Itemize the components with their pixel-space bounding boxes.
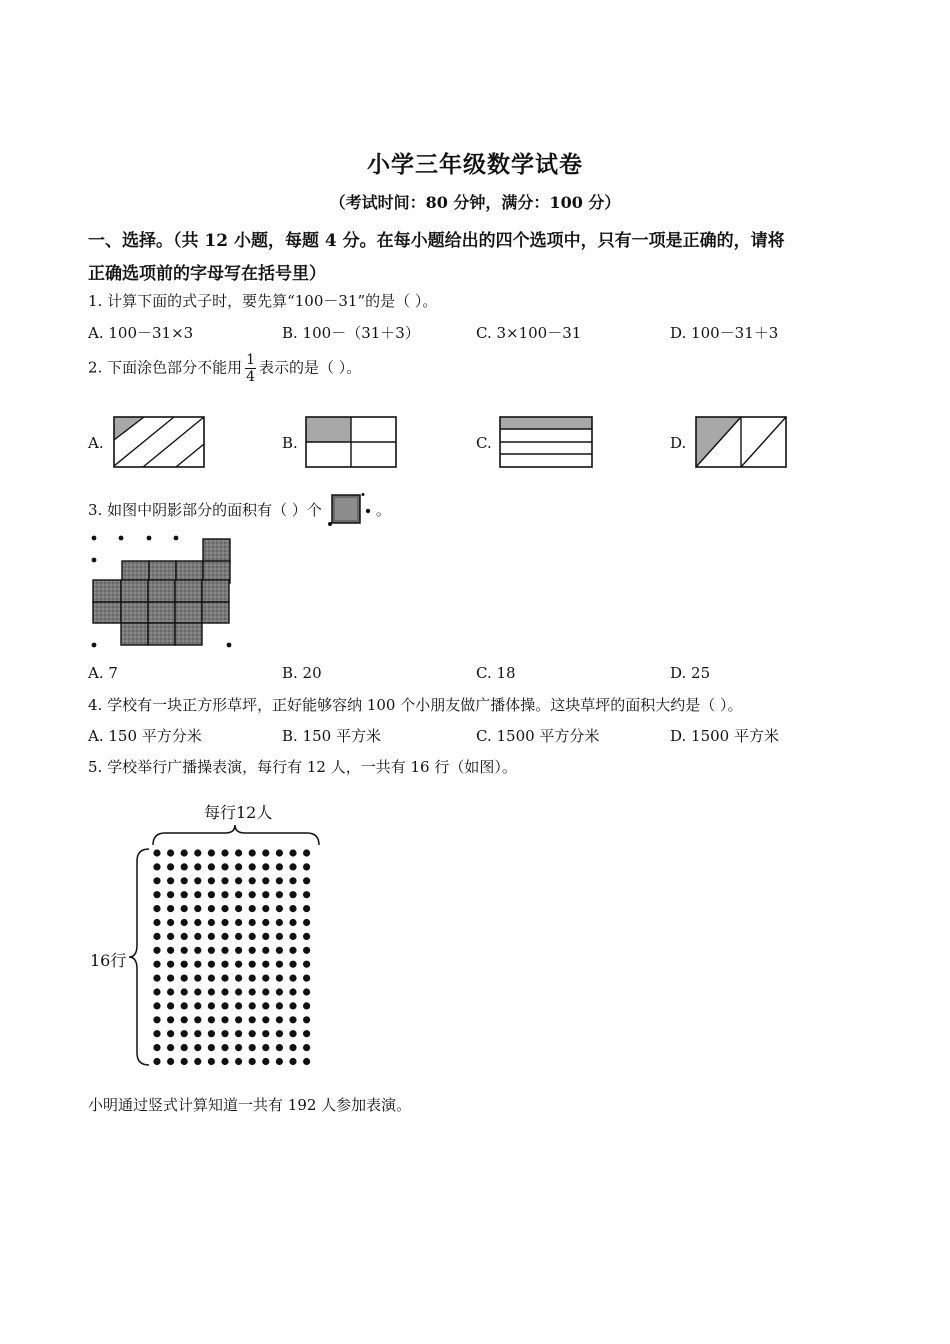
- student-dot: [249, 877, 256, 884]
- student-dot: [153, 933, 160, 940]
- student-dot: [235, 1058, 242, 1065]
- question-2-label-c: C.: [476, 434, 492, 452]
- student-dot: [262, 1002, 269, 1009]
- student-dot: [181, 961, 188, 968]
- left-brace: [129, 849, 149, 1065]
- student-dot: [153, 1016, 160, 1023]
- student-dot: [249, 947, 256, 954]
- student-dot: [262, 933, 269, 940]
- student-dot: [276, 1002, 283, 1009]
- student-dot: [167, 1030, 174, 1037]
- student-dot: [303, 1030, 310, 1037]
- question-1-option-a: A. 100－31×3: [88, 324, 194, 342]
- student-dot: [167, 1016, 174, 1023]
- student-dot: [221, 863, 228, 870]
- figure-c-striped-rectangle: [499, 416, 593, 468]
- fraction-one-quarter: [245, 352, 256, 385]
- student-dot: [303, 933, 310, 940]
- student-dot: [181, 1044, 188, 1051]
- student-dot: [303, 905, 310, 912]
- student-dot: [303, 891, 310, 898]
- student-dot: [167, 877, 174, 884]
- student-dot: [249, 1030, 256, 1037]
- student-dot: [208, 919, 215, 926]
- student-dot: [221, 905, 228, 912]
- student-dot: [289, 1016, 296, 1023]
- question-1-option-c: C. 3×100－31: [476, 324, 582, 342]
- student-dot: [262, 1030, 269, 1037]
- student-dot: [262, 961, 269, 968]
- student-dot: [153, 905, 160, 912]
- student-dot: [194, 988, 201, 995]
- student-dot: [276, 933, 283, 940]
- student-dot: [262, 1016, 269, 1023]
- question-1-option-d: D. 100－31＋3: [670, 324, 779, 342]
- student-dot: [249, 905, 256, 912]
- student-dot: [262, 919, 269, 926]
- student-dot: [276, 988, 283, 995]
- student-dot: [303, 1016, 310, 1023]
- student-dot: [167, 933, 174, 940]
- question-4-option-a: A. 150 平方分米: [88, 727, 202, 745]
- question-3-option-c: C. 18: [476, 664, 516, 682]
- student-dot: [289, 1030, 296, 1037]
- question-3-stem: [88, 493, 391, 529]
- student-dot: [235, 905, 242, 912]
- student-dot: [181, 1002, 188, 1009]
- student-dot: [289, 1002, 296, 1009]
- student-dot: [181, 849, 188, 856]
- student-dot: [249, 975, 256, 982]
- student-dot: [181, 975, 188, 982]
- columns-label: 每行12人: [204, 803, 273, 822]
- student-dot: [221, 933, 228, 940]
- student-dot: [289, 919, 296, 926]
- student-dot: [167, 863, 174, 870]
- student-dot: [235, 961, 242, 968]
- student-dot: [289, 863, 296, 870]
- student-dot: [235, 891, 242, 898]
- question-3-option-b: B. 20: [282, 664, 322, 682]
- student-dot: [303, 849, 310, 856]
- student-dot: [262, 1058, 269, 1065]
- student-dot: [194, 1016, 201, 1023]
- student-dot: [153, 863, 160, 870]
- question-4-option-d: D. 1500 平方米: [670, 727, 779, 745]
- question-1-option-b: B. 100－（31＋3）: [282, 324, 420, 342]
- student-dot: [235, 849, 242, 856]
- student-dot: [262, 1044, 269, 1051]
- student-dot: [208, 905, 215, 912]
- student-dot: [276, 1030, 283, 1037]
- question-3-stem-before: 3. 如图中阴影部分的面积有（ ）个: [88, 501, 322, 519]
- student-dot: [194, 933, 201, 940]
- fraction-numerator: 1: [246, 352, 256, 368]
- question-2-stem-before: 2. 下面涂色部分不能用: [88, 358, 243, 377]
- student-dot: [221, 988, 228, 995]
- student-dot: [276, 905, 283, 912]
- student-dot: [303, 947, 310, 954]
- student-dot: [153, 975, 160, 982]
- student-dot: [235, 1044, 242, 1051]
- student-dot: [303, 988, 310, 995]
- student-dot: [153, 891, 160, 898]
- student-dot: [249, 1058, 256, 1065]
- student-dot: [276, 1044, 283, 1051]
- student-dot: [289, 988, 296, 995]
- student-dot: [289, 961, 296, 968]
- question-3-stem-after: 。: [375, 501, 391, 519]
- student-dot: [289, 1058, 296, 1065]
- student-dot: [276, 919, 283, 926]
- student-dot: [181, 947, 188, 954]
- student-dot: [194, 1058, 201, 1065]
- figure-a-rectangle-diagonals: [113, 416, 205, 468]
- student-dot: [235, 947, 242, 954]
- student-dot: [208, 1002, 215, 1009]
- student-dot: [289, 1044, 296, 1051]
- student-dot: [221, 1002, 228, 1009]
- student-dot: [289, 877, 296, 884]
- student-dot: [235, 919, 242, 926]
- question-5-followup: 小明通过竖式计算知道一共有 192 人参加表演。: [88, 1096, 412, 1114]
- student-dot: [181, 863, 188, 870]
- student-dot: [194, 905, 201, 912]
- student-dot: [208, 988, 215, 995]
- student-dot: [235, 933, 242, 940]
- student-dot: [249, 1016, 256, 1023]
- student-dot: [276, 1016, 283, 1023]
- student-dot: [249, 863, 256, 870]
- question-2-stem-after: 表示的是（ ）。: [259, 358, 362, 377]
- student-dot: [249, 1002, 256, 1009]
- student-dot: [289, 905, 296, 912]
- question-2-label-a: A.: [88, 434, 104, 452]
- student-dot: [276, 863, 283, 870]
- student-dot: [276, 961, 283, 968]
- student-dot: [262, 905, 269, 912]
- student-dot: [181, 919, 188, 926]
- student-dot: [153, 919, 160, 926]
- student-dot: [194, 1030, 201, 1037]
- student-dot: [181, 1030, 188, 1037]
- student-dot: [208, 933, 215, 940]
- question-4-stem: 4. 学校有一块正方形草坪，正好能够容纳 100 个小朋友做广播体操。这块草坪的面积大约是（ ）。: [88, 696, 743, 714]
- formation-dot-array-figure: [125, 825, 325, 1070]
- question-4-option-c: C. 1500 平方分米: [476, 727, 600, 745]
- student-dot: [235, 863, 242, 870]
- student-dot: [249, 849, 256, 856]
- student-dot: [221, 877, 228, 884]
- student-dot: [289, 975, 296, 982]
- student-dot: [208, 877, 215, 884]
- student-dot: [167, 961, 174, 968]
- student-dot: [167, 919, 174, 926]
- student-dot: [262, 849, 269, 856]
- student-dot: [153, 1058, 160, 1065]
- student-dot: [235, 988, 242, 995]
- student-dot: [153, 877, 160, 884]
- student-dot: [181, 1016, 188, 1023]
- figure-d-triangles-rectangle: [695, 416, 787, 468]
- student-dot: [181, 1058, 188, 1065]
- student-dot: [262, 863, 269, 870]
- student-dot: [276, 891, 283, 898]
- question-3-option-a: A. 7: [88, 664, 118, 682]
- student-dot: [303, 863, 310, 870]
- student-dot: [153, 961, 160, 968]
- student-dot: [303, 1044, 310, 1051]
- student-dot: [249, 933, 256, 940]
- student-dot: [167, 891, 174, 898]
- student-dot: [181, 933, 188, 940]
- student-dot: [153, 988, 160, 995]
- student-dot: [221, 961, 228, 968]
- student-dot: [303, 1002, 310, 1009]
- section-heading-line-1: 一、选择。（共 12 小题，每题 4 分。在每小题给出的四个选项中，只有一项是正确的，请将: [88, 231, 785, 251]
- student-dot: [153, 849, 160, 856]
- student-dot: [167, 988, 174, 995]
- student-dot: [194, 877, 201, 884]
- student-dot: [194, 947, 201, 954]
- student-dot: [262, 988, 269, 995]
- student-dot: [167, 849, 174, 856]
- student-dot: [235, 975, 242, 982]
- top-brace: [153, 825, 319, 845]
- student-dot: [181, 988, 188, 995]
- question-5-stem: 5. 学校举行广播操表演，每行有 12 人，一共有 16 行（如图）。: [88, 758, 517, 776]
- student-dot: [194, 975, 201, 982]
- student-dot: [208, 1058, 215, 1065]
- student-dot: [249, 891, 256, 898]
- figure-b-quartered-rectangle: [305, 416, 397, 468]
- student-dot: [208, 1030, 215, 1037]
- student-dot: [221, 1030, 228, 1037]
- student-dot: [208, 975, 215, 982]
- student-dot: [167, 1002, 174, 1009]
- student-dot: [249, 988, 256, 995]
- student-dot: [194, 919, 201, 926]
- student-dot: [289, 891, 296, 898]
- question-4-option-b: B. 150 平方米: [282, 727, 381, 745]
- question-2-label-d: D.: [670, 434, 687, 452]
- student-dot: [276, 877, 283, 884]
- question-2-stem: [88, 352, 361, 385]
- student-dot: [262, 975, 269, 982]
- student-dot: [167, 905, 174, 912]
- student-dot: [303, 1058, 310, 1065]
- unit-square-icon: [324, 493, 374, 529]
- student-dot: [181, 877, 188, 884]
- student-dot: [276, 1058, 283, 1065]
- student-dot: [208, 947, 215, 954]
- student-dot: [167, 947, 174, 954]
- student-dot: [276, 975, 283, 982]
- fraction-denominator: 4: [246, 369, 256, 385]
- student-dot: [208, 961, 215, 968]
- student-dot: [194, 1002, 201, 1009]
- student-dot: [249, 919, 256, 926]
- student-dot: [194, 863, 201, 870]
- student-dot: [153, 1044, 160, 1051]
- student-dot: [262, 947, 269, 954]
- student-dot: [221, 947, 228, 954]
- student-dot: [235, 1030, 242, 1037]
- student-dot: [167, 975, 174, 982]
- student-dot: [303, 975, 310, 982]
- student-dot: [167, 1058, 174, 1065]
- exam-info: （考试时间：80 分钟，满分：100 分）: [329, 193, 621, 212]
- student-dot: [208, 1016, 215, 1023]
- student-dot: [276, 849, 283, 856]
- student-dot: [262, 891, 269, 898]
- student-dot: [221, 1044, 228, 1051]
- student-dot: [194, 891, 201, 898]
- student-dot: [235, 877, 242, 884]
- student-dot: [153, 1030, 160, 1037]
- student-dot: [221, 891, 228, 898]
- student-dot: [153, 1002, 160, 1009]
- student-dot: [194, 961, 201, 968]
- section-heading-line-2: 正确选项前的字母写在括号里）: [88, 264, 326, 284]
- question-2-label-b: B.: [282, 434, 298, 452]
- student-dot: [181, 905, 188, 912]
- student-dot: [235, 1002, 242, 1009]
- student-dot: [208, 1044, 215, 1051]
- student-dot: [249, 961, 256, 968]
- page-title: 小学三年级数学试卷: [367, 151, 583, 178]
- student-dot: [194, 1044, 201, 1051]
- question-3-option-d: D. 25: [670, 664, 711, 682]
- student-dot: [249, 1044, 256, 1051]
- student-dot: [289, 849, 296, 856]
- student-dot: [221, 1016, 228, 1023]
- student-dot: [289, 933, 296, 940]
- student-dot: [194, 849, 201, 856]
- student-dot: [181, 891, 188, 898]
- student-dot: [221, 1058, 228, 1065]
- student-dot: [303, 961, 310, 968]
- student-dot: [208, 891, 215, 898]
- student-dot: [221, 919, 228, 926]
- student-dot: [208, 863, 215, 870]
- rows-label: 16行: [90, 951, 127, 970]
- student-dot: [167, 1044, 174, 1051]
- student-dot: [303, 877, 310, 884]
- student-dot: [153, 947, 160, 954]
- shaded-area-grid-figure: [88, 530, 238, 654]
- student-dot: [221, 849, 228, 856]
- student-dot: [235, 1016, 242, 1023]
- question-1-stem: 1. 计算下面的式子时，要先算“100－31”的是（ ）。: [88, 292, 438, 310]
- student-dot: [276, 947, 283, 954]
- student-dot: [289, 947, 296, 954]
- student-dot: [221, 975, 228, 982]
- student-dot: [208, 849, 215, 856]
- student-dot: [303, 919, 310, 926]
- student-dot: [262, 877, 269, 884]
